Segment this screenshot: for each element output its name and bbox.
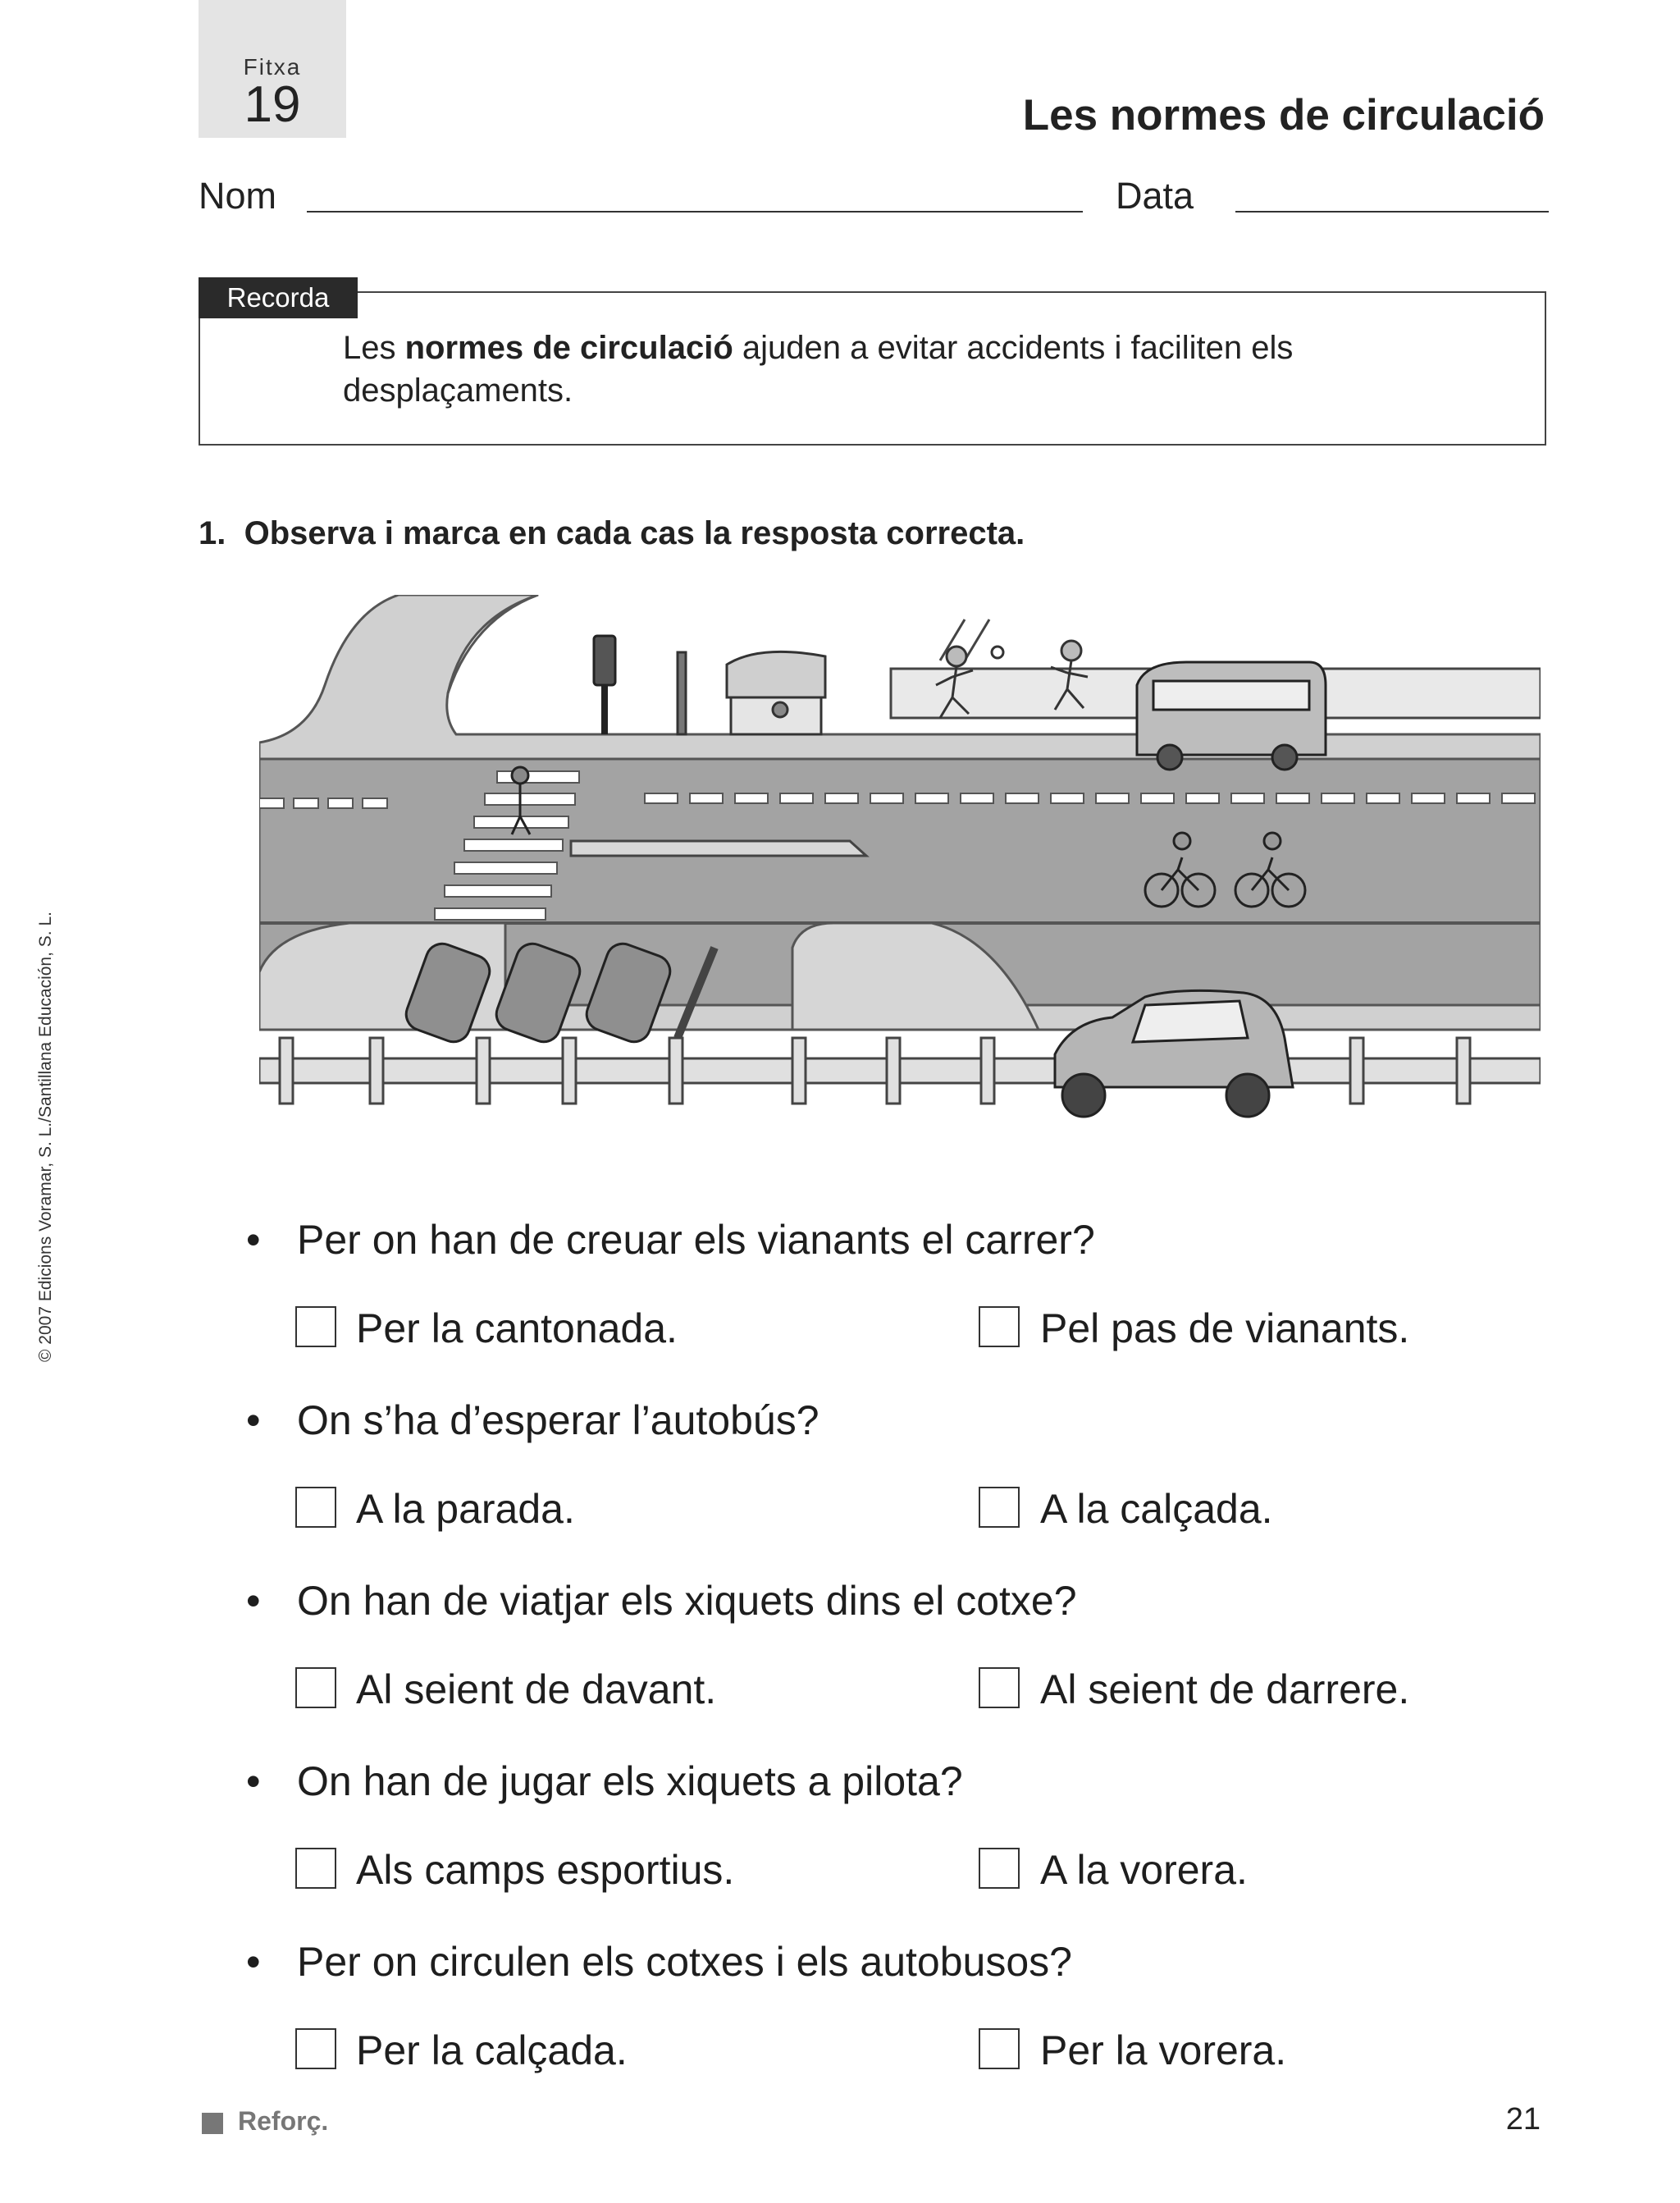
question-2: [246, 1396, 819, 1444]
checkbox-q3-a[interactable]: [295, 1667, 336, 1708]
page-number: 21: [1505, 2102, 1541, 2137]
question-1: [246, 1216, 1095, 1264]
bullet-icon: •: [246, 1758, 261, 1804]
checkbox-q3-b[interactable]: [979, 1667, 1020, 1708]
question-text: Per on circulen els cotxes i els autobusos?: [297, 1939, 1072, 1985]
page-title: Les normes de circulació: [1022, 91, 1545, 139]
checkbox-q2-a[interactable]: [295, 1487, 336, 1528]
reminder-text-start: Les: [343, 330, 405, 366]
reminder-text-bold: normes de circulació: [404, 330, 733, 366]
reminder-tag: Recorda: [199, 277, 358, 318]
checkbox-q4-b[interactable]: [979, 1848, 1020, 1889]
checkbox-q4-a[interactable]: [295, 1848, 336, 1889]
option-label: Al seient de davant.: [356, 1666, 717, 1712]
exercise-number: 1.: [199, 515, 226, 551]
option-label: Pel pas de vianants.: [1040, 1305, 1410, 1351]
checkbox-q2-b[interactable]: [979, 1487, 1020, 1528]
footer-label: Reforç.: [238, 2106, 329, 2136]
date-field[interactable]: [1235, 211, 1549, 213]
question-5: [246, 1938, 1072, 1986]
option-label: Per la calçada.: [356, 2027, 628, 2073]
question-text: On han de jugar els xiquets a pilota?: [297, 1758, 963, 1804]
question-3: [246, 1577, 1077, 1625]
worksheet-number: 19: [244, 76, 301, 133]
checkbox-q5-a[interactable]: [295, 2028, 336, 2069]
option-label: Al seient de darrere.: [1040, 1666, 1410, 1712]
question-text: On s’ha d’esperar l’autobús?: [297, 1397, 819, 1443]
question-text: Per on han de creuar els vianants el carrer?: [297, 1217, 1095, 1263]
parked-cars-icon: [402, 939, 675, 1047]
option-label: A la calçada.: [1040, 1486, 1273, 1532]
bullet-icon: •: [246, 1397, 261, 1443]
name-label: Nom: [199, 175, 277, 217]
worksheet-number-tab: [199, 0, 346, 138]
reminder-text: [343, 327, 1426, 412]
bullet-icon: •: [246, 1939, 261, 1985]
footer-square-icon: [202, 2113, 223, 2134]
option-label: Als camps esportius.: [356, 1847, 735, 1893]
question-text: On han de viatjar els xiquets dins el cotxe?: [297, 1578, 1077, 1624]
name-field[interactable]: [307, 211, 1083, 213]
exercise-instruction-text: Observa i marca en cada cas la resposta correcta.: [244, 515, 1025, 551]
option-label: Per la cantonada.: [356, 1305, 678, 1351]
option-label: Per la vorera.: [1040, 2027, 1287, 2073]
copyright-notice: © 2007 Edicions Voramar, S. L./Santillana Educación, S. L.: [36, 912, 55, 1362]
exercise-instruction: [199, 515, 1025, 552]
question-4: [246, 1757, 963, 1805]
bullet-icon: •: [246, 1217, 261, 1263]
bullet-icon: •: [246, 1578, 261, 1624]
date-label: Data: [1116, 175, 1194, 217]
bus-icon: [1137, 662, 1326, 770]
option-label: A la vorera.: [1040, 1847, 1248, 1893]
worksheet-label: Fitxa: [243, 54, 302, 80]
checkbox-q1-b[interactable]: [979, 1306, 1020, 1347]
street-scene-illustration: [259, 595, 1541, 1128]
reminder-text-end: ajuden a evitar accidents i faciliten els desplaçaments.: [343, 330, 1294, 409]
checkbox-q1-a[interactable]: [295, 1306, 336, 1347]
option-label: A la parada.: [356, 1486, 575, 1532]
checkbox-q5-b[interactable]: [979, 2028, 1020, 2069]
